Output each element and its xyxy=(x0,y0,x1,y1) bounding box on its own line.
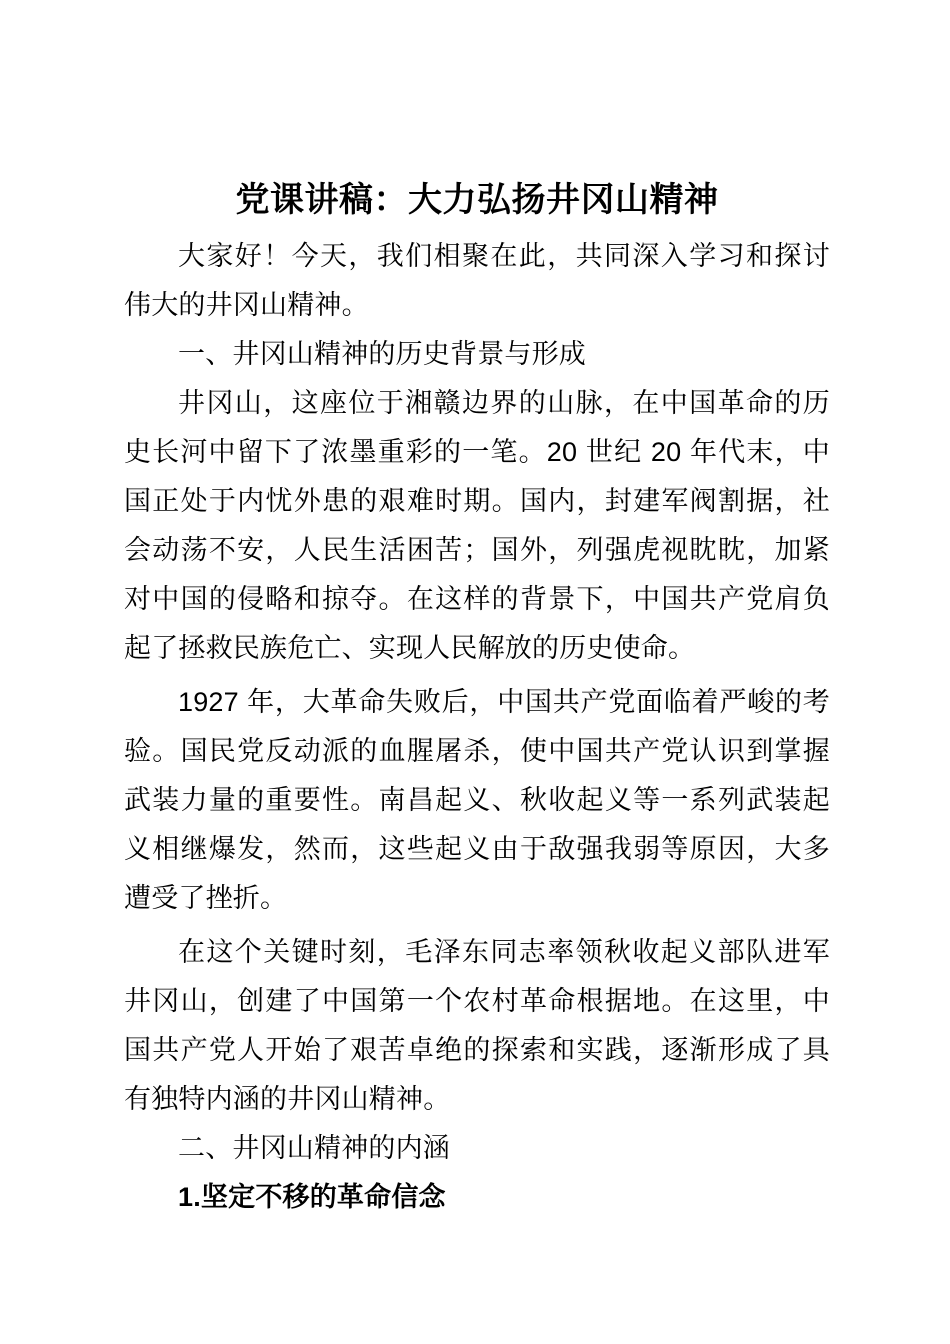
paragraph-history-background: 井冈山，这座位于湘赣边界的山脉，在中国革命的历史长河中留下了浓墨重彩的一笔。20 世纪 20 年代末，中国正处于内忧外患的艰难时期。国内，封建军阀割据，社会动荡不安，人民生活困苦；国外，列强虎视眈眈，加紧对中国的侵略和掠夺。在这样的背景下，中国共产党肩负起了拯救民族危亡、实现人民解放的历史使命。 xyxy=(124,388,830,663)
paragraph-key-moment: 在这个关键时刻，毛泽东同志率领秋收起义部队进军井冈山，创建了中国第一个农村革命根据地。在这里，中国共产党人开始了艰苦卓绝的探索和实践，逐渐形成了具有独特内涵的井冈山精神。 xyxy=(124,937,830,1114)
section-heading-1: 一、井冈山精神的历史背景与形成 xyxy=(178,339,586,369)
subheading-revolutionary-conviction: 1.坚定不移的革命信念 xyxy=(178,1182,446,1212)
document-title: 党课讲稿：大力弘扬井冈山精神 xyxy=(235,181,719,219)
section-heading-2: 二、井冈山精神的内涵 xyxy=(178,1133,450,1163)
paragraph-intro: 大家好！今天，我们相聚在此，共同深入学习和探讨伟大的井冈山精神。 xyxy=(124,241,830,320)
paragraph-1927: 1927 年，大革命失败后，中国共产党面临着严峻的考验。国民党反动派的血腥屠杀，使中国共产党认识到掌握武装力量的重要性。南昌起义、秋收起义等一系列武装起义相继爆发，然而，这些起义由于敌强我弱等原因，大多遭受了挫折。 xyxy=(124,687,830,913)
